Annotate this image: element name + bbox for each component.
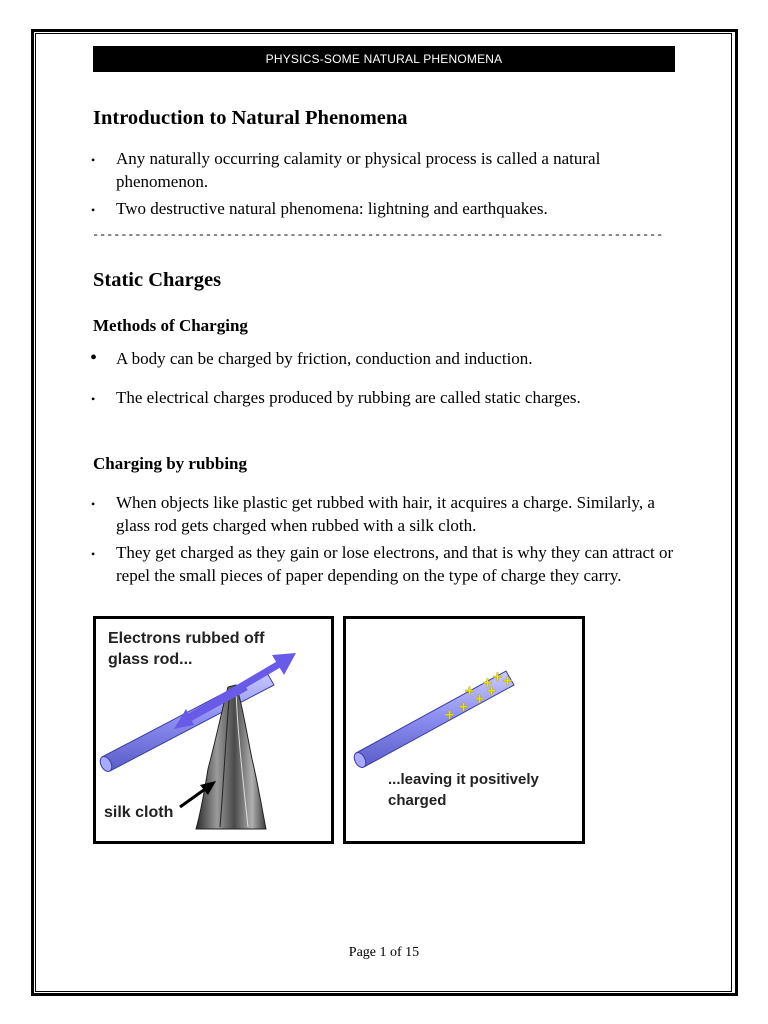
list-item: The electrical charges produced by rubbing are called static charges. <box>116 388 581 407</box>
header-bar: PHYSICS-SOME NATURAL PHENOMENA <box>93 46 675 72</box>
plus-charge: + <box>502 674 513 689</box>
rubbing-illustration <box>96 619 331 841</box>
caption-silk-cloth: silk cloth <box>104 804 174 821</box>
subheading-rubbing: Charging by rubbing <box>93 454 247 473</box>
section-separator: --------------------------------------------------------------------------------- <box>92 228 664 242</box>
bullet-icon: • <box>91 153 96 167</box>
caption-top-line1: Electrons rubbed off <box>108 630 265 647</box>
charged-rod-illustration <box>346 619 582 841</box>
plus-charge: + <box>474 692 485 707</box>
figure-glass-rod-rubbing <box>93 616 334 844</box>
page-number: Page 1 of 15 <box>348 945 420 960</box>
caption-top-line2: glass rod... <box>108 651 193 668</box>
plus-charge: + <box>444 708 455 723</box>
plus-charge: + <box>458 700 469 715</box>
plus-charge: + <box>486 684 497 699</box>
section-title-intro: Introduction to Natural Phenomena <box>93 107 408 129</box>
bullet-icon: • <box>91 547 96 561</box>
plus-charge: + <box>482 676 493 691</box>
caption-line1: ...leaving it positively <box>388 771 539 788</box>
plus-charge: + <box>492 670 503 685</box>
section-title-static: Static Charges <box>93 269 222 291</box>
bullet-icon: • <box>91 392 96 406</box>
list-item: Any naturally occurring calamity or physical process is called a natural phenomenon. <box>116 149 601 191</box>
bullet-icon: • <box>90 347 98 369</box>
list-item: Two destructive natural phenomena: lightning and earthquakes. <box>116 199 548 218</box>
caption-line2: charged <box>388 792 447 809</box>
list-item: A body can be charged by friction, conduction and induction. <box>116 349 533 368</box>
figure-positively-charged-rod <box>343 616 585 844</box>
subheading-methods: Methods of Charging <box>93 316 248 335</box>
list-item: They get charged as they gain or lose electrons, and that is why they can attract or repel the small pieces of paper depending on the type of charge they carry. <box>116 543 674 585</box>
list-item: When objects like plastic get rubbed with hair, it acquires a charge. Similarly, a glass rod gets charged when rubbed with a silk cloth. <box>116 493 655 535</box>
bullet-icon: • <box>91 497 96 511</box>
bullet-icon: • <box>91 203 96 217</box>
plus-charge: + <box>464 684 475 699</box>
positive-charges <box>444 670 513 723</box>
